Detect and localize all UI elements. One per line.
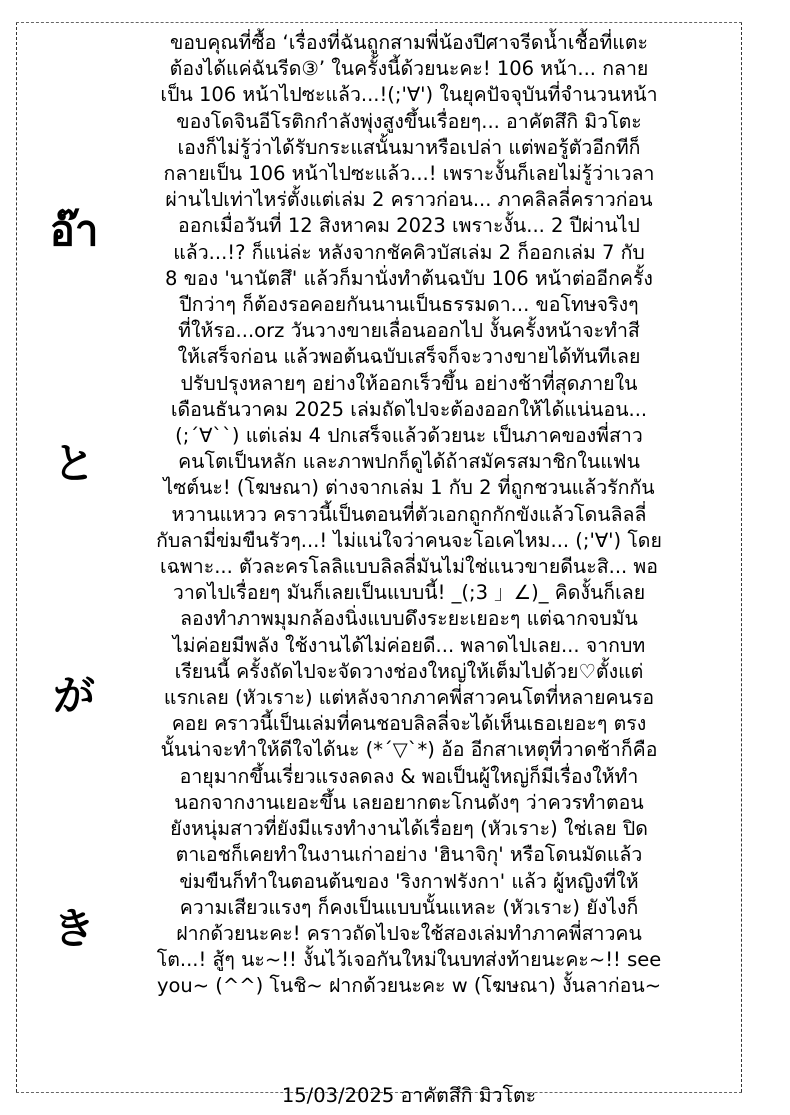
heading-char-3: が xyxy=(52,671,95,721)
body-line: กับลามี่ข่มขืนรัวๆ...! ไม่แน่ใจว่าคนจะโอเคไหม... (;'∀') โดย xyxy=(156,528,662,552)
body-line: you~ (^^) โนชิ~ ฝากด้วยนะคะ w (โฆษณา) งั้นลาก่อน~ xyxy=(156,974,662,998)
body-line: ข่มขืนก็ทำในตอนต้นของ 'ริงกาฟรังกา' แล้ว ผู้หญิงที่ให้ xyxy=(179,869,639,893)
heading-char-1: อ๊า xyxy=(49,206,99,255)
body-line: อายุมากขึ้นเรี่ยวแรงลดลง & พอเป็นผู้ใหญ่ก็มีเรื่องให้ทำ xyxy=(179,764,639,788)
body-line: วาดไปเรื่อยๆ มันก็เลยเป็นแบบนี้! _(;3 」∠)_ คิดงั้นก็เลย xyxy=(172,581,646,605)
heading-char-2: と xyxy=(52,438,95,488)
body-line: ฝากด้วยนะคะ! คราวถัดไปจะใช้สองเล่มทำภาคพี่สาวคน xyxy=(176,921,642,945)
body-line: คนโตเป็นหลัก และภาพปกก็ดูได้ถ้าสมัครสมาชิกในแฟน xyxy=(178,450,640,474)
body-line: ตาเอชก็เคยทำในงานเก่าอย่าง 'ฮินาจิกุ' หรือโดนมัดแล้ว xyxy=(175,843,643,867)
body-line: นอกจากงานเยอะขึ้น เลยอยากตะโกนดังๆ ว่าควรทำตอน xyxy=(174,790,644,814)
body-line: นั้นน่าจะทำให้ดีใจได้นะ (*´▽`*) อ้อ อีกสาเหตุที่วาดช้าก็คือ xyxy=(160,738,658,762)
body-line: ออกเมื่อวันที่ 12 สิงหาคม 2023 เพราะงั้น... 2 ปีผ่านไป xyxy=(178,214,640,238)
body-line: โต...! สู้ๆ นะ~!! งั้นไว้เจอกันใหม่ในบทส่งท้ายนะคะ~!! see xyxy=(156,948,662,972)
body-line: ผ่านไปเท่าไหร่ตั้งแต่เล่ม 2 คราวก่อน... ภาคลิลลี่คราวก่อน xyxy=(165,188,653,212)
body-line: ให้เสร็จก่อน แล้วพอต้นฉบับเสร็จก็จะวางขายได้ทันทีเลย xyxy=(177,345,641,369)
body-line: ยังหนุ่มสาวที่ยังมีแรงทำงานได้เรื่อยๆ (หัวเราะ) ใช่เลย ปิด xyxy=(170,817,648,841)
body-line: ต้องได้แค่ฉันรีด③’ ในครั้งนี้ด้วยนะคะ! 106 หน้า... กลาย xyxy=(169,57,649,81)
signoff-date-author: 15/03/2025 อาคัตสึกิ มิวโตะ xyxy=(281,1084,537,1107)
afterword-heading xyxy=(48,206,100,953)
body-line: 8 ของ 'นานัตสึ' แล้วก็มานั่งทำต้นฉบับ 106 หน้าต่ออีกครั้ง xyxy=(165,266,653,290)
body-line: แรกเลย (หัวเราะ) แต่หลังจากภาคพี่สาวคนโตที่หลายคนรอ xyxy=(163,686,655,710)
frame-top-edge xyxy=(16,22,742,23)
body-line: ไซต์นะ! (โฆษณา) ต่างจากเล่ม 1 กับ 2 ที่ถูกชวนแล้วรักกัน xyxy=(163,476,655,500)
heading-char-4: き xyxy=(52,903,95,953)
afterword-body xyxy=(110,30,708,1000)
body-line: แล้ว...!? ก็แน่ล่ะ หลังจากชัคคิวบัสเล่ม 2 ก็ออกเล่ม 7 กับ xyxy=(173,240,645,264)
body-line: ปีกว่าๆ ก็ต้องรอคอยกันนานเป็นธรรมดา... ขอโทษจริงๆ xyxy=(179,293,639,317)
body-line: ปรับปรุงหลายๆ อย่างให้ออกเร็วขึ้น อย่างช้าที่สุดภายใน xyxy=(180,371,638,395)
body-line: เป็น 106 หน้าไปซะแล้ว...!(;'∀') ในยุคปัจจุบันที่จำนวนหน้า xyxy=(160,83,658,107)
body-line: ขอบคุณที่ซื้อ ‘เรื่องที่ฉันถูกสามพี่น้องปีศาจรีดน้ำเชื้อที่แตะ xyxy=(169,31,649,54)
body-line: เองก็ไม่รู้ว่าได้รับกระแสนั้นมาหรือเปล่า แต่พอรู้ตัวอีกทีก็ xyxy=(177,135,641,159)
body-line: เดือนธันวาคม 2025 เล่มถัดไปจะต้องออกให้ได้แน่นอน... xyxy=(170,397,648,421)
body-line: ลองทำภาพมุมกล้องนิ่งแบบดึงระยะเยอะๆ แต่ฉากจบมัน xyxy=(180,607,638,631)
body-line: ความเสียวแรงๆ ก็คงเป็นแบบนั้นแหละ (หัวเราะ) ยังไงก็ xyxy=(179,895,639,919)
body-line: เรียนนี้ ครั้งถัดไปจะจัดวางช่องใหญ่ให้เต็มไปด้วย♡ตั้งแต่ xyxy=(174,659,644,683)
body-line: คอย คราวนี้เป็นเล่มที่คนชอบลิลลี่จะได้เห็นเธอเยอะๆ ตรง xyxy=(171,712,647,736)
body-line: เฉพาะ... ตัวละครโลลิแบบลิลลี่มันไม่ใช่แนวขายดีนะสิ... พอ xyxy=(159,555,658,579)
body-line: ที่ให้รอ...orz วันวางขายเลื่อนออกไป งั้นครั้งหน้าจะทำสี xyxy=(178,319,640,343)
body-line: หวานแหวว คราวนี้เป็นตอนที่ตัวเอกถูกกักขังแล้วโดนลิลลี่ xyxy=(171,502,647,526)
body-line: กลายเป็น 106 หน้าไปซะแล้ว...! เพราะงั้นก็เลยไม่รู้ว่าเวลา xyxy=(163,162,655,186)
body-line: ของโดจินอีโรติกกำลังพุ่งสูงขึ้นเรื่อยๆ... อาคัตสึกิ มิวโตะ xyxy=(176,109,642,133)
body-line: (;´∀``) แต่เล่ม 4 ปกเสร็จแล้วด้วยนะ เป็นภาคของพี่สาว xyxy=(175,424,643,448)
body-line: ไม่ค่อยมีพลัง ใช้งานได้ไม่ค่อยดี... พลาดไปเลย... จากบท xyxy=(172,633,646,657)
